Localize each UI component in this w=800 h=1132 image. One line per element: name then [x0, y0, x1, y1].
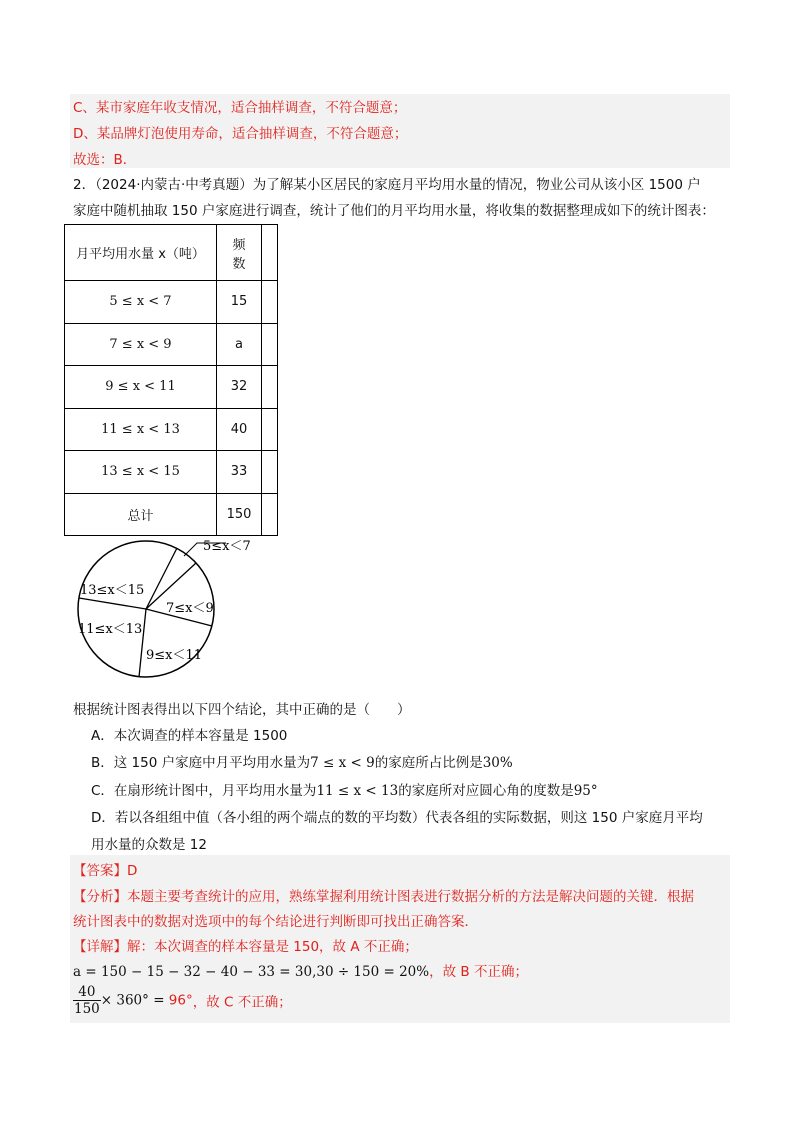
option-d-line-2: 用水量的众数是 12 [91, 837, 207, 853]
option-a: A．本次调查的样本容量是 1500 [91, 728, 288, 744]
range-cell: 5 ≤ x < 7 [65, 281, 217, 324]
table-header-empty [262, 225, 278, 281]
detail-line-3: $\frac{40}{150}$ × 360° = 96°，故 C 不正确； [74, 984, 292, 1017]
freq-cell: a [217, 323, 262, 366]
table-header-range: 月平均用水量 x（吨） [65, 225, 217, 281]
detail-line-2: a = 150 − 15 − 32 − 40 − 33 = 30,30 ÷ 150 = 20%，故 B 不正确； [73, 964, 528, 980]
question-line-2: 家庭中随机抽取 150 户家庭进行调查，统计了他们的月平均用水量，将收集的数据整理成如下的统计图表： [73, 203, 715, 219]
option-c-degree: 95° [573, 783, 598, 799]
answer-line-c: C、某市家庭年收支情况，适合抽样调查，不符合题意； [73, 100, 407, 116]
table-row [65, 366, 278, 409]
option-c-math: 11 ≤ x < 13 [316, 783, 399, 799]
answer-label: 【答案】D [73, 863, 138, 879]
frequency-table [64, 224, 278, 536]
total-label-cell: 总计 [65, 493, 217, 536]
option-d-line-1: D．若以各组组中值（各小组的两个端点的数的平均数）代表各组的实际数据，则这 150 户家庭月平均 [91, 810, 703, 826]
range-cell: 13 ≤ x < 15 [65, 451, 217, 494]
analysis-line-1: 【分析】本题主要考查统计的应用，熟练掌握利用统计图表进行数据分析的方法是解决问题的关键．根据 [73, 889, 694, 905]
freq-cell: 33 [217, 451, 262, 494]
option-c: C．在扇形统计图中，月平均用水量为11 ≤ x < 13的家庭所对应圆心角的度数是95° [91, 783, 598, 799]
pie-divider [146, 548, 177, 609]
option-b-math: 7 ≤ x < 9 [310, 755, 375, 771]
pie-divider [139, 609, 146, 677]
table-row [65, 451, 278, 494]
total-value-cell: 150 [217, 493, 262, 536]
detail-line-1: 【详解】解：本次调查的样本容量是 150，故 A 不正确； [73, 939, 418, 955]
table-total-row [65, 493, 278, 536]
option-b: B．这 150 户家庭中月平均用水量为7 ≤ x < 9的家庭所占比例是30% [91, 755, 513, 771]
question-prompt: 根据统计图表得出以下四个结论，其中正确的是（ ） [73, 702, 411, 718]
question-text-1: 为了解某小区居民的家庭月平均用水量的情况，物业公司从该小区 1500 户 [252, 177, 701, 193]
fraction-40-150: $\frac{40}{150}$ [74, 984, 100, 1017]
pie-label-5-7: 5≤x＜7 [203, 539, 251, 554]
table-row [65, 408, 278, 451]
table-header-row [65, 225, 278, 281]
question-line-1 [73, 173, 701, 193]
question-number: 2． [73, 177, 96, 193]
pie-label-11-13: 11≤x＜13 [78, 622, 143, 637]
pie-label-7-9: 7≤x＜9 [166, 601, 214, 616]
answer-line-d: D、某品牌灯泡使用寿命，适合抽样调查，不符合题意； [73, 126, 408, 142]
pie-label-13-15: 13≤x＜15 [80, 583, 145, 598]
table-row [65, 323, 278, 366]
option-b-percent: 30% [482, 755, 513, 771]
range-cell: 9 ≤ x < 11 [65, 366, 217, 409]
detail-math-a: a = 150 − 15 − 32 − 40 − 33 = 30,30 ÷ 150 = 20% [73, 964, 430, 980]
freq-cell: 32 [217, 366, 262, 409]
table-row [65, 281, 278, 324]
answer-line-choose: 故选：B． [73, 152, 137, 168]
analysis-line-2: 统计图表中的数据对选项中的每个结论进行判断即可找出正确答案． [73, 914, 478, 930]
pie-label-9-11: 9≤x＜11 [146, 648, 203, 663]
table-header-freq: 频 数 [217, 225, 262, 281]
question-source: （2024·内蒙古·中考真题） [95, 177, 253, 193]
pie-chart [66, 532, 251, 682]
pie-divider [79, 598, 146, 609]
range-cell: 11 ≤ x < 13 [65, 408, 217, 451]
range-cell: 7 ≤ x < 9 [65, 323, 217, 366]
freq-cell: 15 [217, 281, 262, 324]
freq-cell: 40 [217, 408, 262, 451]
